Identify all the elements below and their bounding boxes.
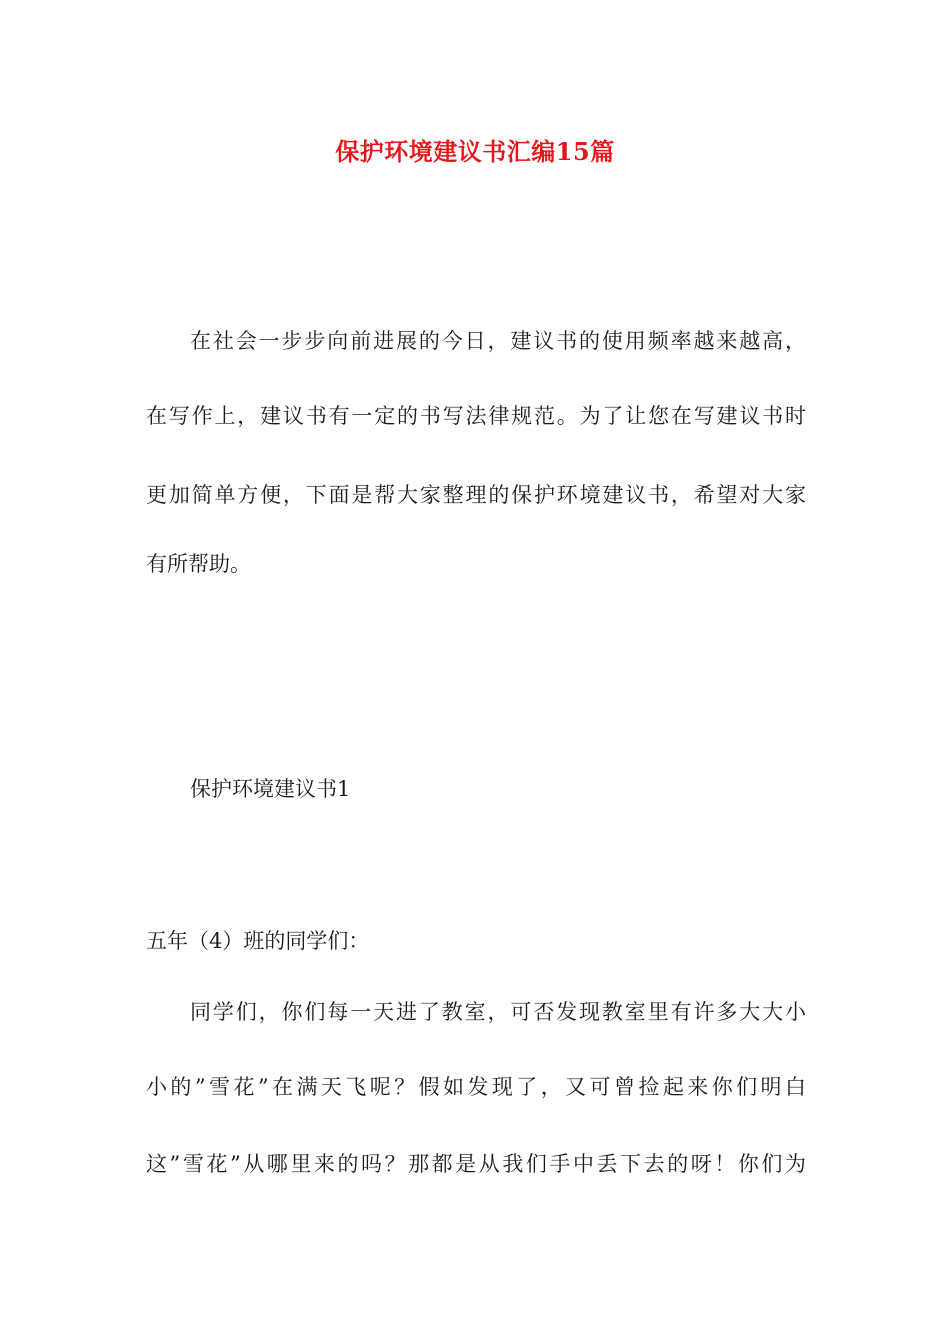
body-line-3: 这”雪花”从哪里来的吗？那都是从我们手中丢下去的呀！你们为	[146, 1152, 806, 1176]
salutation-text: 五年（4）班的同学们：	[146, 929, 370, 953]
intro-line-2: 在写作上，建议书有一定的书写法律规范。为了让您在写建议书时	[146, 404, 806, 428]
intro-line-3: 更加简单方便，下面是帮大家整理的保护环境建议书，希望对大家	[146, 483, 806, 507]
document-title: 保护环境建议书汇编15篇	[335, 137, 615, 166]
salutation	[146, 930, 806, 960]
body-paragraph	[146, 1001, 806, 1191]
intro-line-1: 在社会一步步向前进展的今日，建议书的使用频率越来越高，	[190, 329, 806, 353]
body-line-1: 同学们，你们每一天进了教室，可否发现教室里有许多大大小	[190, 1000, 806, 1024]
intro-paragraph	[146, 330, 806, 590]
section-heading	[146, 778, 806, 808]
intro-line-4: 有所帮助。	[146, 552, 251, 576]
body-line-2: 小的”雪花”在满天飞呢？假如发现了，又可曾捡起来你们明白	[146, 1075, 806, 1099]
section-heading-text: 保护环境建议书1	[190, 777, 351, 801]
